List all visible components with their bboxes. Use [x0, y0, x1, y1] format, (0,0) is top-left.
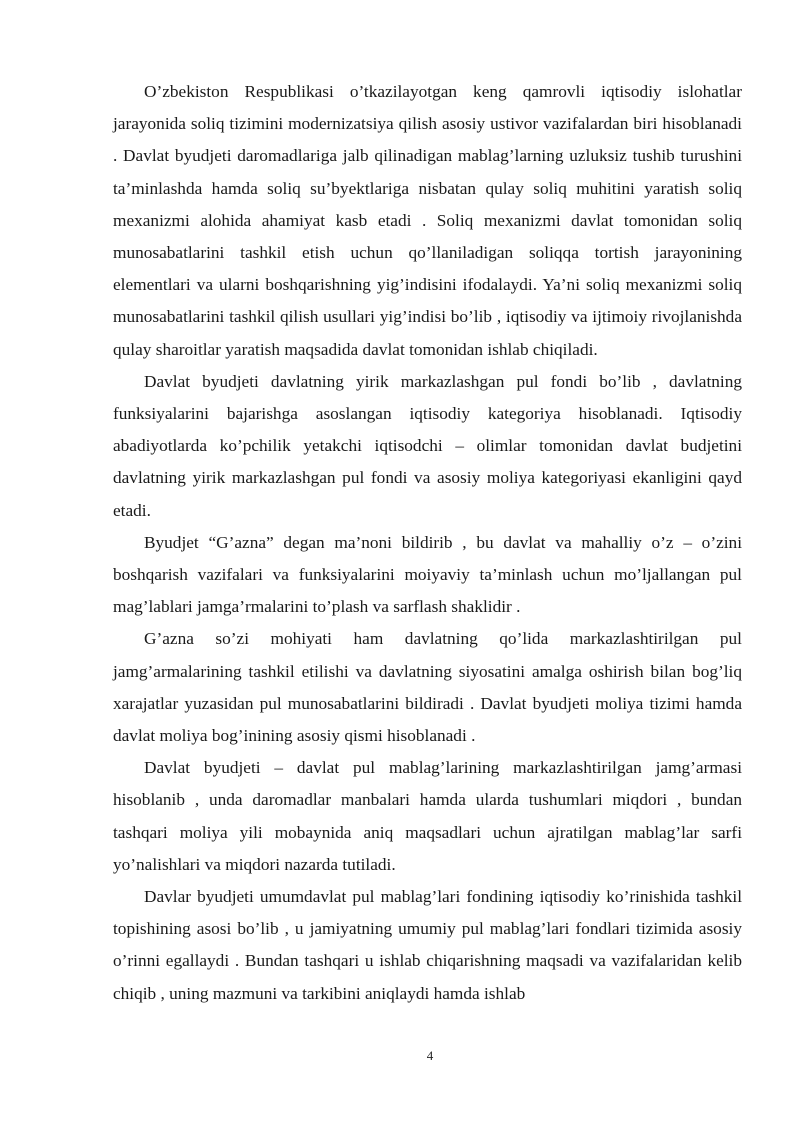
document-body — [113, 76, 742, 1010]
paragraph-tax-mechanism: O’zbekiston Respublikasi o’tkazilayotgan keng qamrovli iqtisodiy islohatlar jarayonida soliq tizimini modernizatsiya qilish asosiy ustivor vazifalardan biri hisoblanadi . Davlat byudjeti daromadlariga jalb qilinadigan mablag’larning uzluksiz tushib turushini ta’minlashda hamda soliq su’byektlariga nisbatan qulay soliq muhitini yaratish soliq mexanizmi alohida ahamiyat kasb etadi . Soliq mexanizmi davlat tomonidan soliq munosabatlarini tashkil etish uchun qo’llaniladigan soliqqa tortish jarayonining elementlari va ularni boshqarishning yig’indisini ifodalaydi. Ya’ni soliq mexanizmi soliq munosabatlarini tashkil qilish usullari yig’indisi bo’lib , iqtisodiy va ijtimoiy rivojlanishda qulay sharoitlar yaratish maqsadida davlat tomonidan ishlab chiqiladi. — [113, 82, 742, 359]
page-number: 4 — [426, 1048, 434, 1063]
paragraph-gazna-essence: G’azna so’zi mohiyati ham davlatning qo’lida markazlashtirilgan pul jamg’armalarining tashkil etilishi va davlatning siyosatini amalga oshirish bilan bog’liq xarajatlar yuzasidan pul munosabatlarini bildiradi . Davlat byudjeti moliya tizimi hamda davlat moliya bog’inining asosiy qismi hisoblanadi . — [113, 629, 742, 746]
paragraph-budget-meaning: Byudjet “G’azna” degan ma’noni bildirib , bu davlat va mahalliy o’z – o’zini boshqarish vazifalari va funksiyalarini moiyaviy ta’minlash uchun mo’ljallangan pul mag’lablari jamga’rmalarini to’plash va sarflash shaklidir . — [113, 532, 742, 617]
paragraph-budget-definition: Davlat byudjeti – davlat pul mablag’larining markazlashtirilgan jamg’armasi hisoblanib , unda daromadlar manbalari hamda ularda tushumlari miqdori , bundan tashqari moliya yili mobaynida aniq maqsadlari uchun ajratilgan mablag’lar sarfi yo’nalishlari va miqdori nazarda tutiladi. — [113, 758, 742, 874]
paragraph-budget-role: Davlar byudjeti umumdavlat pul mablag’lari fondining iqtisodiy ko’rinishida tashkil topishining asosi bo’lib , u jamiyatning umumiy pul mablag’lari fondlari tizimida asosiy o’rinni egallaydi . Bundan tashqari u ishlab chiqarishning maqsadi va vazifalaridan kelib chiqib , uning mazmuni va tarkibini aniqlaydi hamda ishlab — [113, 887, 742, 1003]
paragraph-state-budget-fund: Davlat byudjeti davlatning yirik markazlashgan pul fondi bo’lib , davlatning funksiyalarini bajarishga asoslangan iqtisodiy kategoriya hisoblanadi. Iqtisodiy abadiyotlarda ko’pchilik yetakchi iqtisodchi – olimlar tomonidan davlat budjetini davlatning yirik markazlashgan pul fondi va asosiy moliya kategoriyasi ekanligini qayd etadi. — [113, 371, 742, 520]
